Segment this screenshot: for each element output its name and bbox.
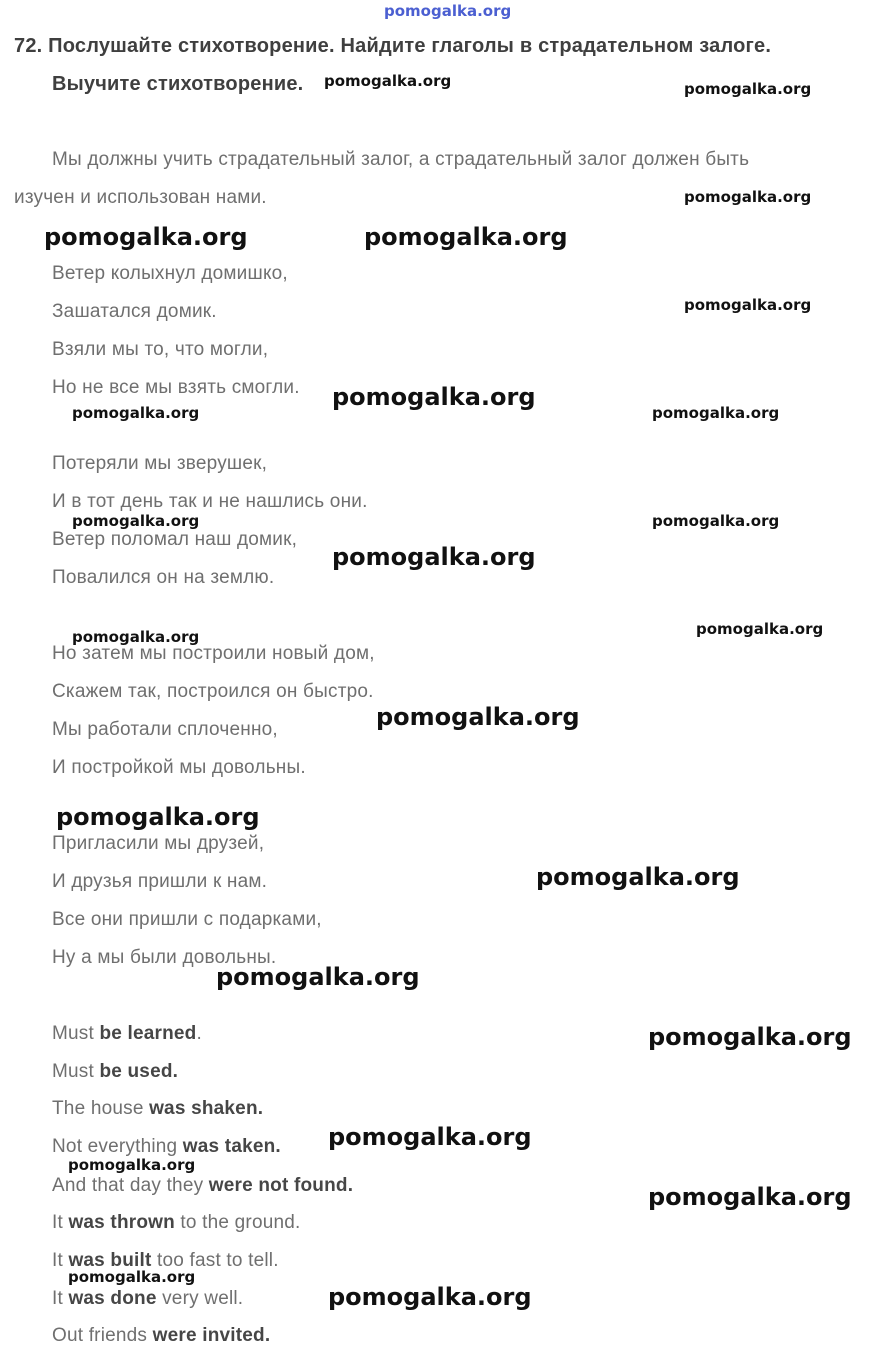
watermark: pomogalka.org bbox=[72, 628, 200, 646]
watermark: pomogalka.org bbox=[72, 512, 200, 530]
poem-en-line bbox=[52, 1022, 202, 1046]
watermark: pomogalka.org bbox=[684, 80, 812, 98]
task-title-line1 bbox=[14, 34, 771, 58]
poem-en-text: Must bbox=[52, 1023, 100, 1044]
watermark: pomogalka.org bbox=[696, 620, 824, 638]
watermark: pomogalka.org bbox=[328, 1123, 532, 1151]
poem-en-line bbox=[52, 1211, 301, 1235]
poem-en-text: Not everything bbox=[52, 1136, 183, 1157]
watermark: pomogalka.org bbox=[56, 803, 260, 831]
poem-ru-line: Пригласили мы друзей, bbox=[52, 833, 265, 854]
poem-en-text: . bbox=[196, 1023, 202, 1044]
watermark: pomogalka.org bbox=[648, 1023, 852, 1051]
watermark: pomogalka.org bbox=[652, 512, 780, 530]
passive-verb: was shaken. bbox=[149, 1098, 264, 1119]
poem-en-text: very well. bbox=[156, 1288, 244, 1309]
watermark: pomogalka.org bbox=[364, 223, 568, 251]
watermark: pomogalka.org bbox=[324, 72, 452, 90]
poem-ru-line: Мы работали сплоченно, bbox=[52, 719, 278, 740]
poem-en-text: It bbox=[52, 1250, 69, 1271]
poem-en-line bbox=[52, 1324, 270, 1348]
poem-ru-line: Но затем мы построили новый дом, bbox=[52, 643, 375, 664]
watermark: pomogalka.org bbox=[328, 1283, 532, 1311]
poem-ru-line: И друзья пришли к нам. bbox=[52, 871, 268, 892]
poem-en-text: Must bbox=[52, 1061, 100, 1082]
poem-en-line bbox=[52, 1287, 243, 1311]
passive-verb: was taken. bbox=[182, 1136, 281, 1157]
poem-ru-line: Ветер колыхнул домишко, bbox=[52, 263, 288, 284]
watermark: pomogalka.org bbox=[652, 404, 780, 422]
poem-ru-line: Все они пришли с подарками, bbox=[52, 909, 322, 930]
watermark: pomogalka.org bbox=[648, 1183, 852, 1211]
poem-ru-line: И в тот день так и не нашлись они. bbox=[52, 491, 368, 512]
watermark: pomogalka.org bbox=[72, 404, 200, 422]
poem-en-line bbox=[52, 1060, 178, 1084]
passive-verb: be used. bbox=[99, 1061, 179, 1082]
poem-en-text: to the ground. bbox=[174, 1212, 301, 1233]
watermark: pomogalka.org bbox=[68, 1156, 196, 1174]
poem-ru-line: Ветер поломал наш домик, bbox=[52, 529, 298, 550]
poem-ru-line: Ну а мы были довольны. bbox=[52, 947, 277, 968]
watermark: pomogalka.org bbox=[684, 296, 812, 314]
passive-verb: were not found. bbox=[208, 1175, 354, 1196]
task-title-line2: Выучите стихотворение. bbox=[52, 73, 304, 95]
poem-ru-line: И постройкой мы довольны. bbox=[52, 757, 306, 778]
header-watermark: pomogalka.org bbox=[384, 2, 512, 20]
task-number: 72. bbox=[14, 35, 43, 57]
watermark: pomogalka.org bbox=[376, 703, 580, 731]
intro-line-1: Мы должны учить страдательный залог, а страдательный залог должен быть bbox=[52, 149, 750, 170]
poem-ru-line: Зашатался домик. bbox=[52, 301, 217, 322]
passive-verb: was built bbox=[68, 1250, 152, 1271]
poem-en-text: It bbox=[52, 1288, 69, 1309]
passive-verb: was done bbox=[68, 1288, 157, 1309]
watermark: pomogalka.org bbox=[536, 863, 740, 891]
poem-ru-line: Но не все мы взять смогли. bbox=[52, 377, 300, 398]
poem-en-text: And that day they bbox=[52, 1175, 209, 1196]
poem-en-line bbox=[52, 1174, 353, 1198]
poem-ru-line: Взяли мы то, что могли, bbox=[52, 339, 269, 360]
watermark: pomogalka.org bbox=[684, 188, 812, 206]
watermark: pomogalka.org bbox=[332, 543, 536, 571]
poem-en-line bbox=[52, 1097, 263, 1121]
intro-line-2: изучен и использован нами. bbox=[14, 187, 267, 208]
watermark: pomogalka.org bbox=[44, 223, 248, 251]
watermark: pomogalka.org bbox=[216, 963, 420, 991]
poem-en-text: The house bbox=[52, 1098, 150, 1119]
poem-en-text: Out friends bbox=[52, 1325, 153, 1346]
passive-verb: be learned bbox=[99, 1023, 197, 1044]
poem-ru-line: Повалился он на землю. bbox=[52, 567, 275, 588]
passive-verb: was thrown bbox=[68, 1212, 175, 1233]
poem-en-text: too fast to tell. bbox=[151, 1250, 279, 1271]
watermark: pomogalka.org bbox=[68, 1268, 196, 1286]
poem-ru-line: Скажем так, построился он быстро. bbox=[52, 681, 374, 702]
poem-en-text: It bbox=[52, 1212, 69, 1233]
watermark: pomogalka.org bbox=[332, 383, 536, 411]
poem-ru-line: Потеряли мы зверушек, bbox=[52, 453, 268, 474]
passive-verb: were invited. bbox=[152, 1325, 271, 1346]
task-title-text-1: Послушайте стихотворение. Найдите глаголы в страдательном залоге. bbox=[48, 35, 772, 57]
